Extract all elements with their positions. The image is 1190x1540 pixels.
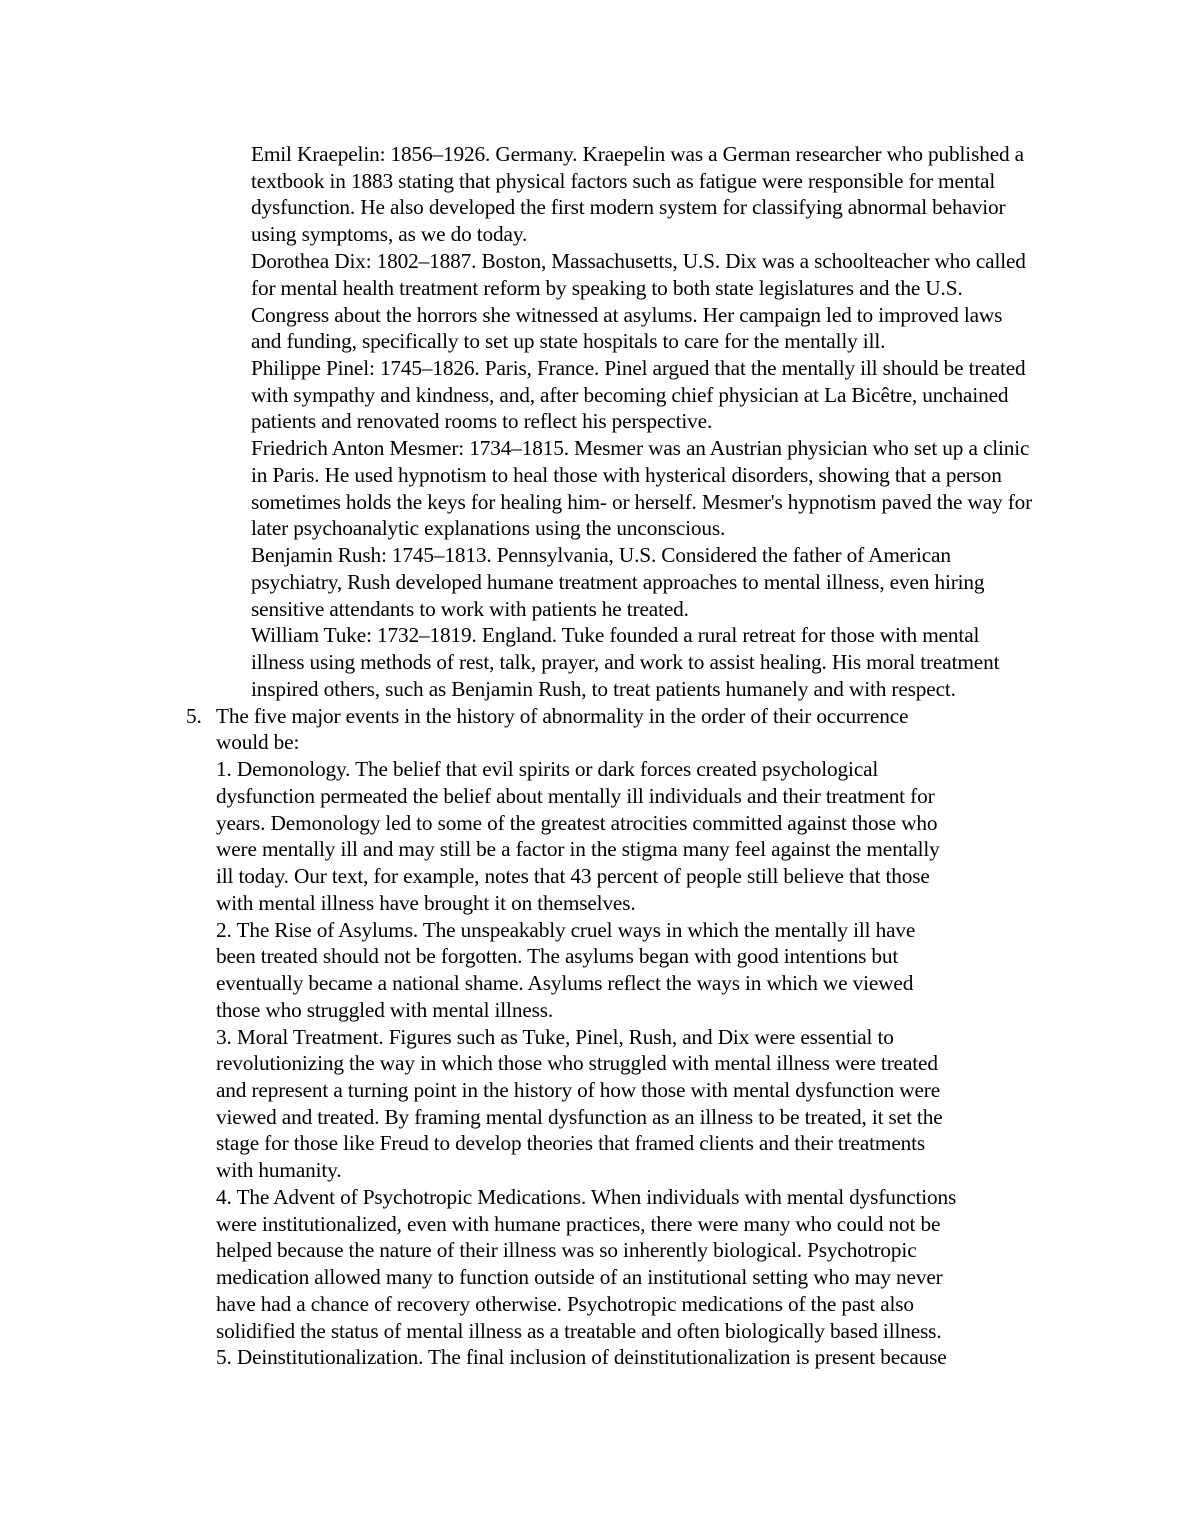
text-line: have had a chance of recovery otherwise. Psychotropic medications of the past also bbox=[216, 1292, 914, 1316]
text-line: eventually became a national shame. Asylums reflect the ways in which we viewed bbox=[216, 971, 914, 995]
text-line: those who struggled with mental illness. bbox=[216, 998, 554, 1022]
text-line: The five major events in the history of abnormality in the order of their occurrence bbox=[216, 704, 909, 728]
text-line: psychiatry, Rush developed humane treatment approaches to mental illness, even hiring bbox=[251, 570, 985, 594]
text-line: helped because the nature of their illness was so inherently biological. Psychotropic bbox=[216, 1238, 917, 1262]
text-line: ill today. Our text, for example, notes that 43 percent of people still believe that those bbox=[216, 864, 930, 888]
text-line: 4. The Advent of Psychotropic Medications. When individuals with mental dysfunctions bbox=[216, 1185, 957, 1209]
text-line: illness using methods of rest, talk, prayer, and work to assist healing. His moral treatment bbox=[251, 650, 1000, 674]
text-line: later psychoanalytic explanations using the unconscious. bbox=[251, 516, 726, 540]
text-line: dysfunction permeated the belief about mentally ill individuals and their treatment for bbox=[216, 784, 935, 808]
text-line: Philippe Pinel: 1745–1826. Paris, France. Pinel argued that the mentally ill should be treated bbox=[251, 356, 1026, 380]
text-line: William Tuke: 1732–1819. England. Tuke founded a rural retreat for those with mental bbox=[251, 623, 980, 647]
text-line: 5. Deinstitutionalization. The final inclusion of deinstitutionalization is present because bbox=[216, 1345, 947, 1369]
list-marker: 5. bbox=[186, 704, 202, 728]
text-line: for mental health treatment reform by speaking to both state legislatures and the U.S. bbox=[251, 276, 963, 300]
text-line: stage for those like Freud to develop theories that framed clients and their treatments bbox=[216, 1131, 926, 1155]
text-line: using symptoms, as we do today. bbox=[251, 222, 528, 246]
text-line: inspired others, such as Benjamin Rush, to treat patients humanely and with respect. bbox=[251, 677, 956, 701]
text-line: solidified the status of mental illness as a treatable and often biologically based illness. bbox=[216, 1319, 942, 1343]
text-line: sometimes holds the keys for healing him- or herself. Mesmer's hypnotism paved the way for bbox=[251, 490, 1033, 514]
text-line: and represent a turning point in the history of how those with mental dysfunction were bbox=[216, 1078, 941, 1102]
text-line: with humanity. bbox=[216, 1158, 342, 1182]
text-line: dysfunction. He also developed the first modern system for classifying abnormal behavior bbox=[251, 195, 1006, 219]
text-line: and funding, specifically to set up state hospitals to care for the mentally ill. bbox=[251, 329, 886, 353]
text-line: Congress about the horrors she witnessed at asylums. Her campaign led to improved laws bbox=[251, 303, 1003, 327]
text-line: Friedrich Anton Mesmer: 1734–1815. Mesmer was an Austrian physician who set up a clinic bbox=[251, 436, 1030, 460]
text-line: viewed and treated. By framing mental dysfunction as an illness to be treated, it set the bbox=[216, 1105, 943, 1129]
text-line: were mentally ill and may still be a factor in the stigma many feel against the mentally bbox=[216, 837, 940, 861]
text-line: textbook in 1883 stating that physical factors such as fatigue were responsible for mental bbox=[251, 169, 996, 193]
text-line: revolutionizing the way in which those who struggled with mental illness were treated bbox=[216, 1051, 938, 1075]
text-line: 2. The Rise of Asylums. The unspeakably cruel ways in which the mentally ill have bbox=[216, 918, 916, 942]
text-line: 1. Demonology. The belief that evil spirits or dark forces created psychological bbox=[216, 757, 879, 781]
text-line: were institutionalized, even with humane practices, there were many who could not be bbox=[216, 1212, 941, 1236]
text-line: medication allowed many to function outside of an institutional setting who may never bbox=[216, 1265, 943, 1289]
text-line: been treated should not be forgotten. The asylums began with good intentions but bbox=[216, 944, 899, 968]
text-line: 3. Moral Treatment. Figures such as Tuke, Pinel, Rush, and Dix were essential to bbox=[216, 1025, 894, 1049]
text-line: sensitive attendants to work with patients he treated. bbox=[251, 597, 689, 621]
text-line: with mental illness have brought it on themselves. bbox=[216, 891, 636, 915]
text-line: with sympathy and kindness, and, after becoming chief physician at La Bicêtre, unchained bbox=[251, 383, 1009, 407]
text-line: patients and renovated rooms to reflect his perspective. bbox=[251, 409, 713, 433]
text-line: would be: bbox=[216, 730, 300, 754]
text-line: Benjamin Rush: 1745–1813. Pennsylvania, U.S. Considered the father of American bbox=[251, 543, 951, 567]
text-line: in Paris. He used hypnotism to heal those with hysterical disorders, showing that a person bbox=[251, 463, 1002, 487]
text-line: Emil Kraepelin: 1856–1926. Germany. Kraepelin was a German researcher who published a bbox=[251, 142, 1024, 166]
text-line: years. Demonology led to some of the greatest atrocities committed against those who bbox=[216, 811, 938, 835]
text-line: Dorothea Dix: 1802–1887. Boston, Massachusetts, U.S. Dix was a schoolteacher who called bbox=[251, 249, 1026, 273]
